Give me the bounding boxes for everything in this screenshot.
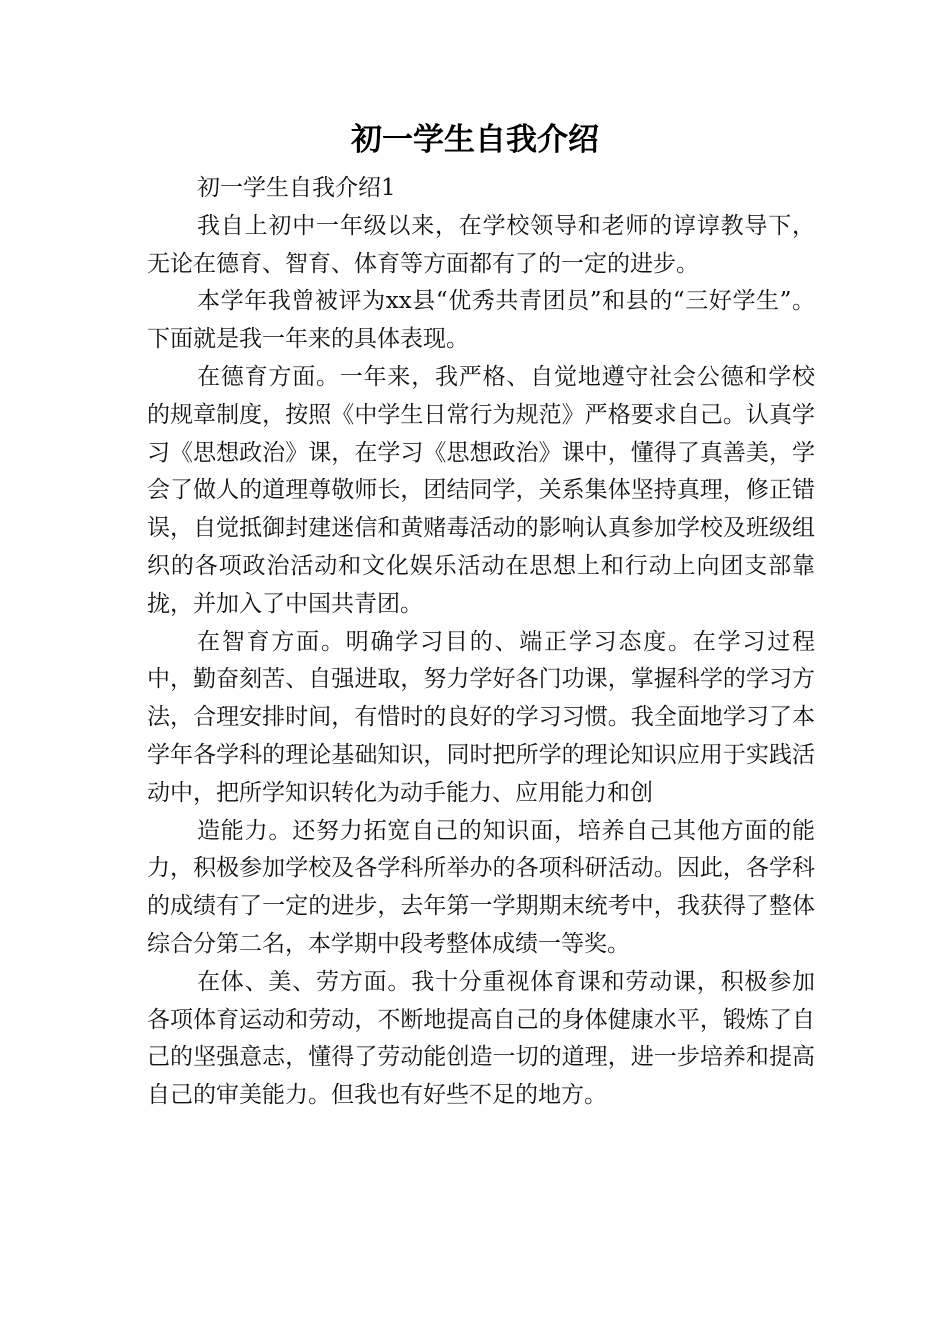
paragraph-intellectual-continued: 造能力。还努力拓宽自己的知识面，培养自己其他方面的能力，积极参加学校及各学科所举办的各项科研活动。因此，各学科的成绩有了一定的进步，去年第一学期期末统考中，我获得了整体综合分第二名，本学期中段考整体成绩一等奖。 — [147, 817, 815, 957]
paragraph-physical-aesthetic-labor: 在体、美、劳方面。我十分重视体育课和劳动课，积极参加各项体育运动和劳动，不断地提高自己的身体健康水平，锻炼了自己的坚强意志，懂得了劳动能创造一切的道理，进一步培养和提高自己的审美能力。但我也有好些不足的地方。 — [147, 968, 815, 1109]
document-title: 初一学生自我介绍 — [351, 122, 599, 158]
paragraph-intellectual-education: 在智育方面。明确学习目的、端正学习态度。在学习过程中，勤奋刻苦、自强进取，努力学好各门功课，掌握科学的学习方法，合理安排时间，有惜时的良好的学习习惯。我全面地学习了本学年各学科的理论基础知识，同时把所学的理论知识应用于实践活动中，把所学知识转化为动手能力、应用能力和创 — [147, 628, 815, 806]
section-heading: 初一学生自我介绍1 — [197, 175, 396, 201]
paragraph-intro: 我自上初中一年级以来，在学校领导和老师的谆谆教导下，无论在德育、智育、体育等方面都有了的一定的进步。 — [147, 212, 815, 277]
document-body — [147, 170, 815, 1115]
paragraph-honors: 本学年我曾被评为xx县“优秀共青团员”和县的“三好学生”。下面就是我一年来的具体表现。 — [147, 288, 815, 353]
paragraph-moral-education: 在德育方面。一年来，我严格、自觉地遵守社会公德和学校的规章制度，按照《中学生日常行为规范》严格要求自己。认真学习《思想政治》课，在学习《思想政治》课中，懂得了真善美，学会了做人的道理尊敬师长，团结同学，关系集体坚持真理，修正错误，自觉抵御封建迷信和黄赌毒活动的影响认真参加学校及班级组织的各项政治活动和文化娱乐活动在思想上和行动上向团支部靠拢，并加入了中国共青团。 — [147, 363, 815, 617]
